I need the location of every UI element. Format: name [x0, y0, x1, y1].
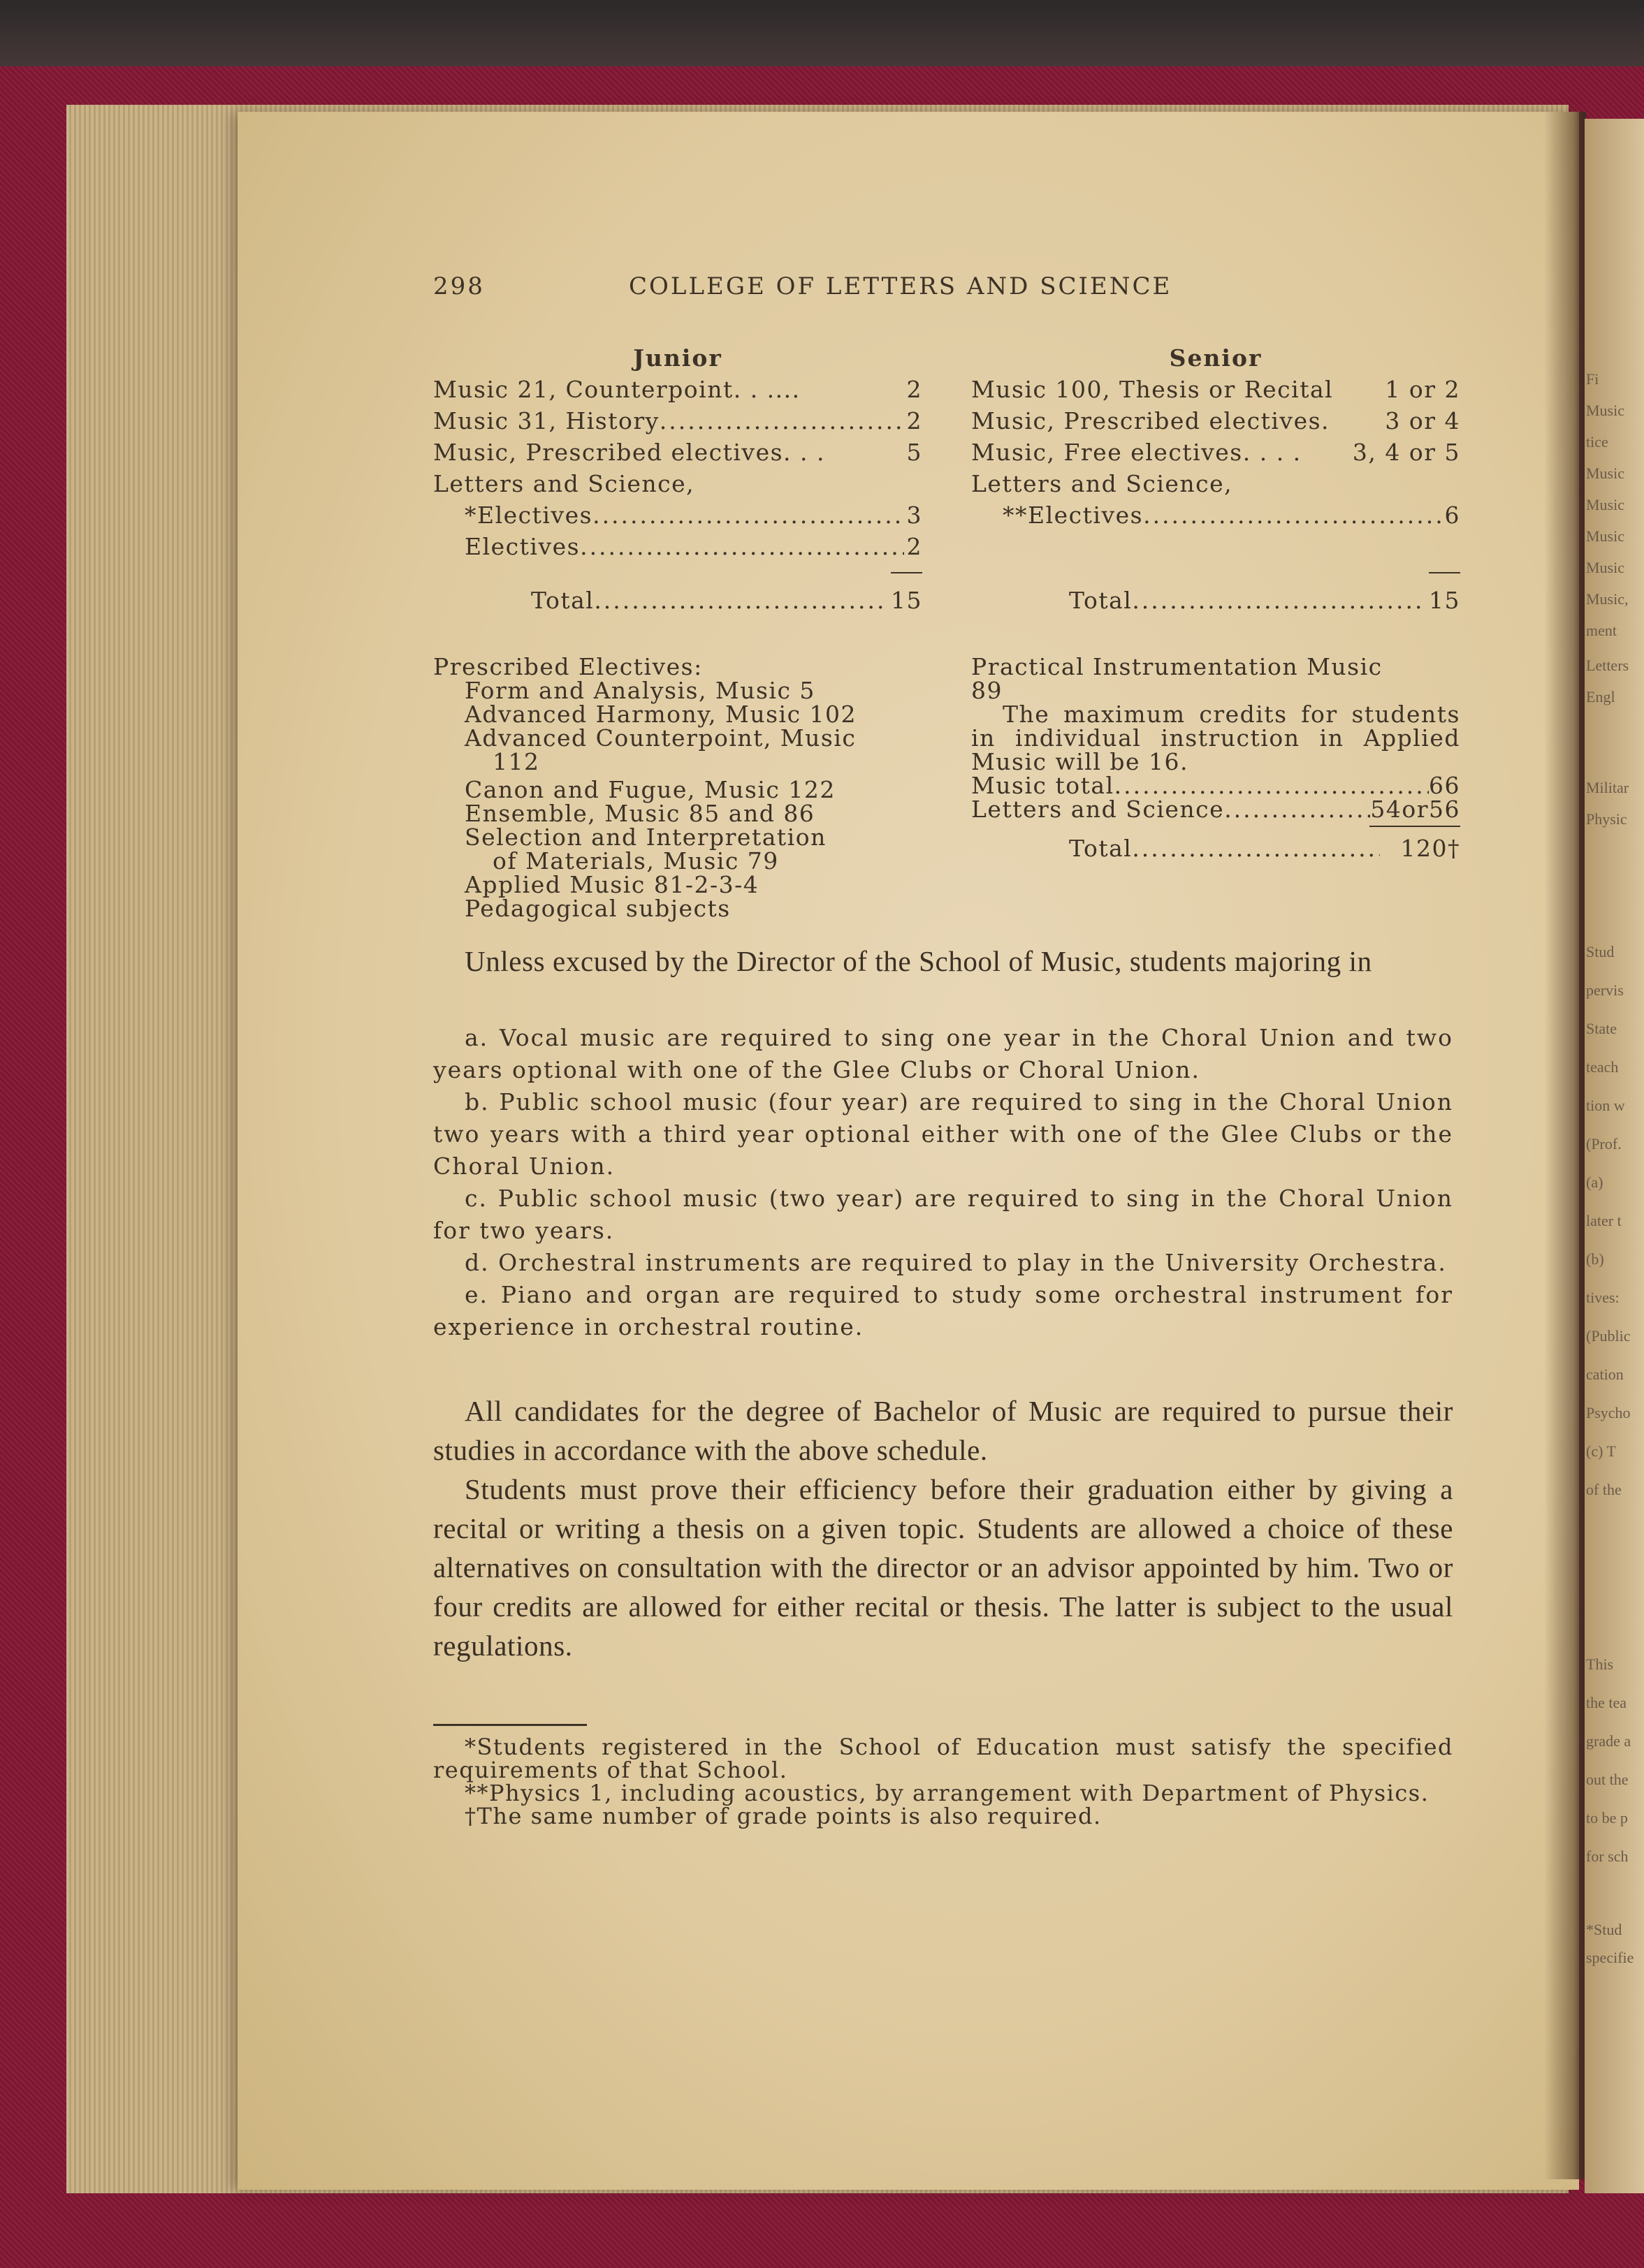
junior-row: [433, 374, 922, 405]
next-page-fragment: the tea: [1586, 1694, 1627, 1711]
next-page-fragment: (a): [1586, 1173, 1603, 1191]
prescribed-item: Canon and Fugue, Music 122: [465, 776, 836, 803]
next-page-fragment: Music: [1586, 527, 1624, 545]
music-total-value: 66: [1429, 772, 1460, 799]
page-number: 298: [433, 272, 485, 300]
junior-row: [433, 405, 922, 437]
next-page-fragment: Music,: [1586, 590, 1629, 608]
total-value: 15: [1429, 587, 1460, 614]
next-page-fragment: Music: [1586, 496, 1624, 513]
next-page-fragment: Militar: [1586, 779, 1629, 796]
prescribed-item: Pedagogical subjects: [465, 895, 731, 922]
footnote-rule: [433, 1724, 587, 1726]
next-page-fragment: (Prof.: [1586, 1135, 1622, 1153]
total-value: 15: [891, 587, 922, 614]
senior-row: [971, 405, 1460, 437]
course-label: **Electives: [1003, 502, 1144, 529]
prescribed-item: Advanced Counterpoint, Music: [465, 724, 857, 752]
credit-value: 3, 4 or 5: [1352, 439, 1460, 466]
ls-total-label: Letters and Science: [971, 796, 1225, 823]
senior-row: [971, 499, 1460, 531]
music-total-label: Music total: [971, 772, 1114, 799]
credit-value: 3 or 4: [1385, 407, 1460, 434]
leader-dots: [1224, 798, 1370, 821]
practical-line: Practical Instrumentation Music: [971, 653, 1383, 680]
prescribed-item: Selection and Interpretation: [465, 824, 827, 851]
practical-line: 89: [971, 677, 1003, 704]
senior-total-row: [971, 585, 1460, 616]
credit-value: 2: [906, 376, 922, 403]
leader-dots: [1132, 837, 1379, 861]
course-label: Electives: [465, 533, 581, 560]
next-page-fragment: later t: [1586, 1212, 1622, 1229]
ls-total-row: [971, 798, 1460, 821]
excused-intro-text: Unless excused by the Director of the School of Music, students majoring in: [465, 945, 1372, 977]
course-label: Music, Prescribed electives.: [971, 407, 1330, 434]
credit-value: 2: [906, 533, 922, 560]
leader-dots: [580, 531, 903, 562]
next-page-fragment: Stud: [1586, 943, 1615, 960]
junior-column: [433, 342, 922, 616]
course-label: Music 100, Thesis or Recital: [971, 376, 1334, 403]
credit-value: 3: [906, 502, 922, 529]
next-page-fragment: Music: [1586, 402, 1624, 419]
senior-row: [971, 374, 1460, 405]
junior-row: [433, 437, 922, 468]
closing-text: [433, 1391, 1453, 1665]
next-page-fragment: for sch: [1586, 1848, 1629, 1865]
requirement-item: d. Orchestral instruments are required to play in the University Orchestra.: [465, 1249, 1447, 1276]
footnotes: [433, 1736, 1453, 1828]
senior-heading: Senior: [1169, 344, 1263, 372]
requirement-item: e. Piano and organ are required to study some orchestral instrument for experience in orchestral routine.: [433, 1281, 1453, 1340]
next-page-fragment: pervis: [1586, 981, 1624, 999]
prescribed-item: 112: [493, 748, 540, 775]
next-page-fragment: Engl: [1586, 688, 1615, 705]
leader-dots: [660, 405, 904, 437]
next-page-fragment: tion w: [1586, 1097, 1625, 1114]
course-label: Music 31, History: [433, 407, 660, 434]
senior-row: [971, 437, 1460, 468]
next-page-fragment: tice: [1586, 433, 1608, 451]
next-page-fragment: cation: [1586, 1366, 1624, 1383]
footnote: †The same number of grade points is also required.: [465, 1803, 1102, 1829]
prescribed-item: Applied Music 81-2-3-4: [465, 871, 759, 898]
course-label: Letters and Science,: [433, 470, 695, 497]
course-label: *Electives: [465, 502, 593, 529]
next-page-fragment: Fi: [1586, 370, 1599, 388]
course-label: Music, Free electives. . . .: [971, 439, 1302, 466]
choral-requirements: [433, 1022, 1453, 1343]
next-page-fragment: (c) T: [1586, 1442, 1616, 1460]
prescribed-item: of Materials, Music 79: [493, 847, 779, 875]
music-total-row: [971, 774, 1460, 798]
next-page-fragment: specifie: [1586, 1949, 1634, 1966]
grand-total-rule: [1369, 826, 1460, 827]
junior-row: [433, 468, 922, 499]
next-page-fragment: Music: [1586, 464, 1624, 482]
total-rule: [891, 572, 922, 573]
junior-row: [433, 499, 922, 531]
grand-total-row: [971, 837, 1460, 861]
next-page-fragment: State: [1586, 1020, 1617, 1037]
total-label: Total: [531, 587, 595, 614]
closing-paragraph: All candidates for the degree of Bachelor of Music are required to pursue their studies in accordance with the above schedule.: [433, 1395, 1453, 1466]
next-page-fragment: Music: [1586, 559, 1624, 576]
next-page-fragment: tives:: [1586, 1289, 1620, 1306]
total-rule: [1429, 572, 1460, 573]
credit-value: 6: [1444, 502, 1460, 529]
credit-note: The maximum credits for students in individual instruction in Applied Music will be 16.: [971, 701, 1460, 775]
prescribed-item: Advanced Harmony, Music 102: [465, 701, 857, 728]
prescribed-electives: [433, 655, 922, 921]
course-label: Music, Prescribed electives. . .: [433, 439, 825, 466]
junior-heading: Junior: [633, 344, 722, 372]
footnote: **Physics 1, including acoustics, by arrangement with Department of Physics.: [465, 1780, 1430, 1806]
leader-dots: [1132, 585, 1426, 616]
next-page-fragment: of the: [1586, 1481, 1622, 1498]
grand-total-value: 120†: [1400, 835, 1460, 862]
running-title: COLLEGE OF LETTERS AND SCIENCE: [629, 272, 1172, 300]
prescribed-item: Ensemble, Music 85 and 86: [465, 800, 815, 827]
junior-total-row: [433, 585, 922, 616]
next-page-fragment: Physic: [1586, 810, 1627, 828]
footnote: *Students registered in the School of Education must satisfy the specified requirements of that School.: [433, 1734, 1453, 1783]
next-page-fragment: This: [1586, 1655, 1614, 1673]
next-page-fragment: Letters: [1586, 657, 1629, 674]
next-page-fragment: *Stud: [1586, 1921, 1622, 1938]
course-label: Music 21, Counterpoint. . ....: [433, 376, 801, 403]
next-page-fragment: (b): [1586, 1250, 1604, 1268]
next-page-fragment: out the: [1586, 1771, 1629, 1788]
next-page-fragment: to be p: [1586, 1809, 1628, 1827]
closing-paragraph: Students must prove their efficiency before their graduation either by giving a recital or writing a thesis on a given topic. Students are allowed a choice of these alternatives on consultation with the director or an advisor appointed by him. Two or four credits are allowed for either recital or thesis. The latter is subject to the usual regulations.: [433, 1473, 1453, 1662]
senior-column: [971, 342, 1460, 616]
next-page-fragment: Psycho: [1586, 1404, 1631, 1421]
next-page-fragment: grade a: [1586, 1732, 1631, 1750]
credit-value: 1 or 2: [1385, 376, 1460, 403]
requirement-item: a. Vocal music are required to sing one year in the Choral Union and two years optional with one of the Glee Clubs or Choral Union.: [433, 1024, 1453, 1083]
junior-row: [433, 531, 922, 562]
course-label: Letters and Science,: [971, 470, 1233, 497]
credit-value: 2: [906, 407, 922, 434]
leader-dots: [1143, 499, 1441, 531]
total-label: Total: [1069, 587, 1133, 614]
excused-intro: [433, 942, 1453, 981]
credit-value: 5: [906, 439, 922, 466]
leader-dots: [594, 585, 888, 616]
leader-dots: [592, 499, 903, 531]
next-page-fragment: ment: [1586, 622, 1617, 639]
prescribed-heading: Prescribed Electives:: [433, 653, 703, 680]
next-page-edge: [1585, 119, 1644, 2193]
page-gutter: [1544, 112, 1586, 2179]
senior-row: [971, 468, 1460, 499]
grand-total-label: Total: [1069, 835, 1133, 862]
next-page-fragment: teach: [1586, 1058, 1619, 1076]
practical-block: [971, 655, 1460, 861]
background-top: [0, 0, 1644, 77]
leader-dots: [1114, 774, 1429, 798]
next-page-fragment: (Public: [1586, 1327, 1631, 1345]
requirement-item: c. Public school music (two year) are required to sing in the Choral Union for two years.: [433, 1185, 1453, 1244]
requirement-item: b. Public school music (four year) are required to sing in the Choral Union two years with a third year optional either with one of the Glee Clubs or the Choral Union.: [433, 1088, 1453, 1180]
prescribed-item: Form and Analysis, Music 5: [465, 677, 815, 704]
ls-total-value: 54or56: [1370, 796, 1460, 823]
